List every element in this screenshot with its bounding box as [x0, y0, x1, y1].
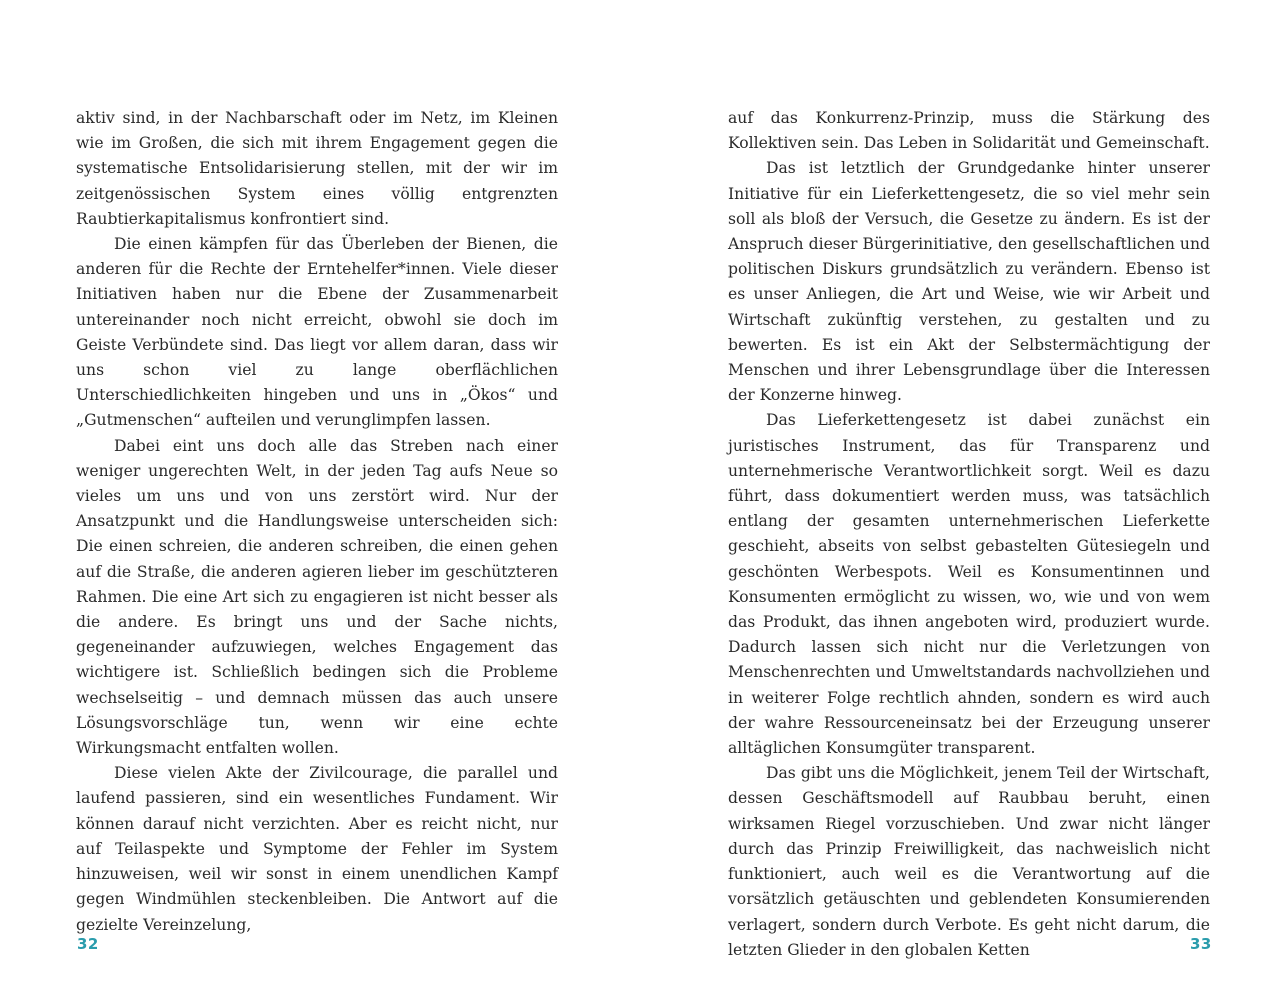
page-number-left: 32 [77, 935, 99, 953]
paragraph: Das gibt uns die Möglichkeit, jenem Teil der Wirtschaft, dessen Geschäftsmodell auf Raubbau beruht, einen wirksamen Riegel vorzuschieben. Und zwar nicht länger durch das Prinzip Freiwilligkeit, das nachweislich nicht funktioniert, auch weil es die Verantwortung auf die vorsätzlich getäuschten und geblendeten Konsumierenden verlagert, sondern durch Verbote. Es geht nicht darum, die letzten Glieder in den globalen Ketten [728, 764, 1210, 959]
right-page-text [728, 106, 1210, 963]
paragraph: aktiv sind, in der Nachbarschaft oder im Netz, im Kleinen wie im Großen, die sich mit ihrem Engagement gegen die systematische Entsolidarisierung stellen, mit der wir im zeitgenössischen System eines völlig entgrenzten Raubtierkapitalismus konfrontiert sind. [76, 109, 558, 228]
paragraph: Die einen kämpfen für das Überleben der Bienen, die anderen für die Rechte der Erntehelfer*innen. Viele dieser Initiativen haben nur die Ebene der Zusammenarbeit untereinander noch nicht erreicht, obwohl sie doch im Geiste Verbündete sind. Das liegt vor allem daran, dass wir uns schon viel zu lange oberflächlichen Unterschiedlichkeiten hingeben und uns in „Ökos“ und „Gutmenschen“ aufteilen und verunglimpfen lassen. [76, 235, 558, 430]
paragraph: Das Lieferkettengesetz ist dabei zunächst ein juristisches Instrument, das für Transparenz und unternehmerische Verantwortlichkeit sorgt. Weil es dazu führt, dass dokumentiert werden muss, was tatsächlich entlang der gesamten unternehmerischen Lieferkette geschieht, abseits von selbst gebastelten Gütesiegeln und geschönten Werbespots. Weil es Konsumentinnen und Konsumenten ermöglicht zu wissen, wo, wie und von wem das Produkt, das ihnen angeboten wird, produziert wurde. Dadurch lassen sich nicht nur die Verletzungen von Menschenrechten und Umweltstandards nachvollziehen und in weiterer Folge rechtlich ahnden, sondern es wird auch der wahre Ressourceneinsatz bei der Erzeugung unserer alltäglichen Konsumgüter transparent. [728, 411, 1210, 758]
paragraph: Das ist letztlich der Grundgedanke hinter unserer Initiative für ein Lieferkettengesetz, die so viel mehr sein soll als bloß der Versuch, die Gesetze zu ändern. Es ist der Anspruch dieser Bürgerinitiative, den gesellschaftlichen und politischen Diskurs grundsätzlich zu verändern. Ebenso ist es unser Anliegen, die Art und Weise, wie wir Arbeit und Wirtschaft zukünftig verstehen, zu gestalten und zu bewerten. Es ist ein Akt der Selbstermächtigung der Menschen und ihrer Lebensgrundlage über die Interessen der Konzerne hinweg. [728, 159, 1210, 405]
left-page [0, 0, 642, 1000]
right-page [642, 0, 1285, 1000]
paragraph: Dabei eint uns doch alle das Streben nach einer weniger ungerechten Welt, in der jeden Tag aufs Neue so vieles um uns und von uns zerstört wird. Nur der Ansatzpunkt und die Handlungsweise unterscheiden sich: Die einen schreien, die anderen schreiben, die einen gehen auf die Straße, die anderen agieren lieber im geschützteren Rahmen. Die eine Art sich zu engagieren ist nicht besser als die andere. Es bringt uns und der Sache nichts, gegeneinander aufzuwiegen, welches Engagement das wichtigere ist. Schließlich bedingen sich die Probleme wechselseitig – und demnach müssen das auch unsere Lösungsvorschläge tun, wenn wir eine echte Wirkungsmacht entfalten wollen. [76, 436, 558, 758]
left-page-text [76, 106, 558, 938]
paragraph: Diese vielen Akte der Zivilcourage, die parallel und laufend passieren, sind ein wesentliches Fundament. Wir können darauf nicht verzichten. Aber es reicht nicht, nur auf Teilaspekte und Symptome der Fehler im System hinzuweisen, weil wir sonst in einem unendlichen Kampf gegen Windmühlen steckenbleiben. Die Antwort auf die gezielte Vereinzelung, [76, 764, 558, 934]
paragraph: auf das Konkurrenz-Prinzip, muss die Stärkung des Kollektiven sein. Das Leben in Solidarität und Gemeinschaft. [728, 109, 1210, 153]
page-number-right: 33 [1190, 935, 1212, 953]
